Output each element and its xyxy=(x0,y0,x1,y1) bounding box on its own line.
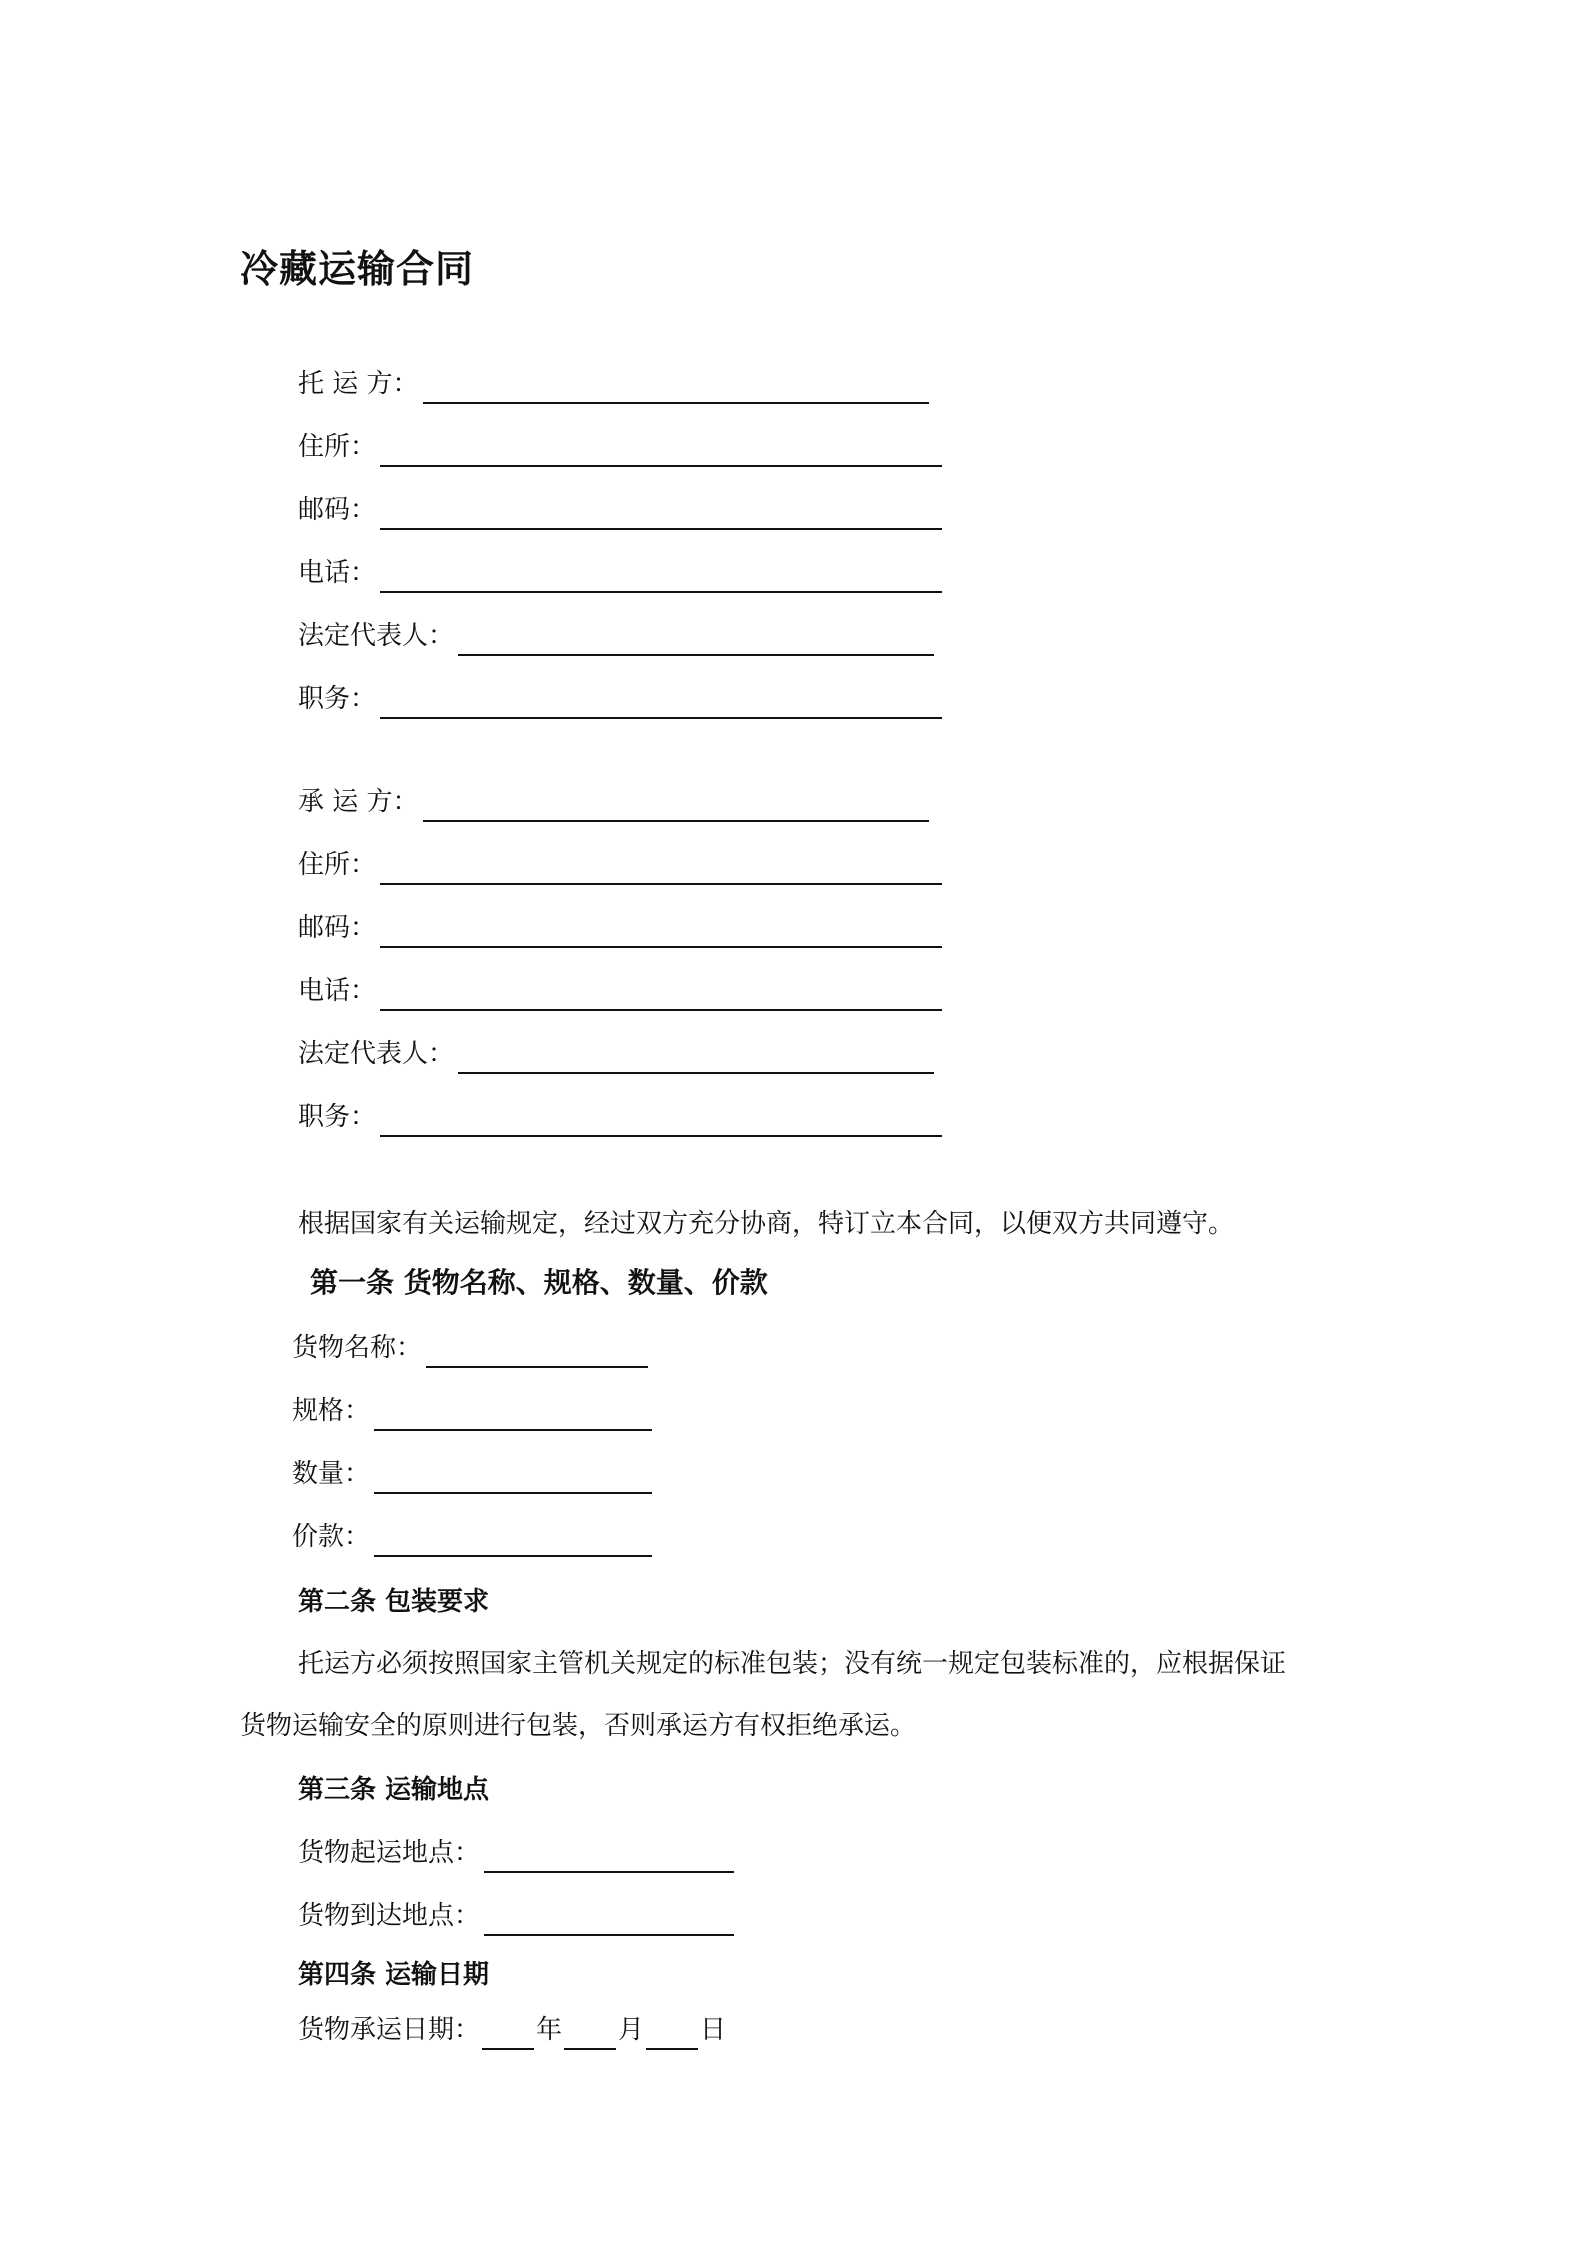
shipper-rep-label: 法定代表人： xyxy=(298,621,455,651)
carrier-rep-label: 法定代表人： xyxy=(298,1039,455,1069)
shipper-party-field xyxy=(298,364,929,404)
article2-line1: 托运方必须按照国家主管机关规定的标准包装；没有统一规定包装标准的，应根据保证 xyxy=(298,1649,1287,1679)
shipper-address-blank[interactable] xyxy=(380,431,942,467)
carrier-party-blank[interactable] xyxy=(423,786,929,822)
carrier-phone-label: 电话： xyxy=(298,976,377,1006)
carrier-postcode-blank[interactable] xyxy=(380,912,942,948)
shipper-address-field xyxy=(298,427,942,467)
goods-price-label: 价款： xyxy=(292,1522,371,1552)
shipper-phone-label: 电话： xyxy=(298,558,377,588)
ship-date-field xyxy=(298,2010,726,2050)
shipper-party-label: 托 运 方： xyxy=(298,369,419,399)
carrier-phone-field xyxy=(298,971,942,1011)
shipper-rep-field xyxy=(298,616,934,656)
carrier-party-label: 承 运 方： xyxy=(298,787,419,817)
goods-spec-blank[interactable] xyxy=(374,1395,652,1431)
shipper-phone-blank[interactable] xyxy=(380,557,942,593)
goods-qty-label: 数量： xyxy=(292,1459,371,1489)
destination-blank[interactable] xyxy=(484,1900,734,1936)
article2-line2: 货物运输安全的原则进行包装，否则承运方有权拒绝承运。 xyxy=(240,1711,917,1741)
carrier-position-blank[interactable] xyxy=(380,1101,942,1137)
goods-price-field xyxy=(292,1517,652,1557)
origin-field xyxy=(298,1833,734,1873)
origin-label: 货物起运地点： xyxy=(298,1838,481,1868)
shipper-address-label: 住所： xyxy=(298,432,377,462)
ship-date-label: 货物承运日期： xyxy=(298,2015,481,2045)
goods-spec-field xyxy=(292,1391,652,1431)
carrier-rep-field xyxy=(298,1034,934,1074)
day-unit: 日 xyxy=(700,2015,727,2045)
carrier-address-label: 住所： xyxy=(298,850,377,880)
shipper-postcode-field xyxy=(298,490,942,530)
year-unit: 年 xyxy=(536,2015,563,2045)
goods-qty-field xyxy=(292,1454,652,1494)
shipper-postcode-label: 邮码： xyxy=(298,495,377,525)
ship-day-blank[interactable] xyxy=(646,2014,698,2050)
shipper-rep-blank[interactable] xyxy=(458,620,934,656)
goods-name-label: 货物名称： xyxy=(292,1333,423,1363)
goods-spec-label: 规格： xyxy=(292,1396,371,1426)
shipper-party-blank[interactable] xyxy=(423,368,929,404)
carrier-position-field xyxy=(298,1097,942,1137)
article3-heading: 第三条 运输地点 xyxy=(298,1775,490,1805)
article4-heading: 第四条 运输日期 xyxy=(298,1960,490,1990)
shipper-phone-field xyxy=(298,553,942,593)
shipper-postcode-blank[interactable] xyxy=(380,494,942,530)
ship-year-blank[interactable] xyxy=(482,2014,534,2050)
ship-month-blank[interactable] xyxy=(564,2014,616,2050)
carrier-postcode-field xyxy=(298,908,942,948)
carrier-address-field xyxy=(298,845,942,885)
shipper-position-label: 职务： xyxy=(298,684,377,714)
origin-blank[interactable] xyxy=(484,1837,734,1873)
article2-heading: 第二条 包装要求 xyxy=(298,1587,490,1617)
carrier-postcode-label: 邮码： xyxy=(298,913,377,943)
destination-label: 货物到达地点： xyxy=(298,1901,481,1931)
goods-name-field xyxy=(292,1328,648,1368)
goods-name-blank[interactable] xyxy=(426,1332,648,1368)
carrier-rep-blank[interactable] xyxy=(458,1038,934,1074)
carrier-party-field xyxy=(298,782,929,822)
article1-heading: 第一条 货物名称、规格、数量、价款 xyxy=(310,1266,768,1299)
goods-qty-blank[interactable] xyxy=(374,1458,652,1494)
carrier-address-blank[interactable] xyxy=(380,849,942,885)
shipper-position-blank[interactable] xyxy=(380,683,942,719)
document-title: 冷藏运输合同 xyxy=(240,247,475,291)
shipper-position-field xyxy=(298,679,942,719)
month-unit: 月 xyxy=(618,2015,645,2045)
carrier-phone-blank[interactable] xyxy=(380,975,942,1011)
destination-field xyxy=(298,1896,734,1936)
intro-paragraph: 根据国家有关运输规定，经过双方充分协商，特订立本合同，以便双方共同遵守。 xyxy=(298,1209,1235,1239)
carrier-position-label: 职务： xyxy=(298,1102,377,1132)
goods-price-blank[interactable] xyxy=(374,1521,652,1557)
